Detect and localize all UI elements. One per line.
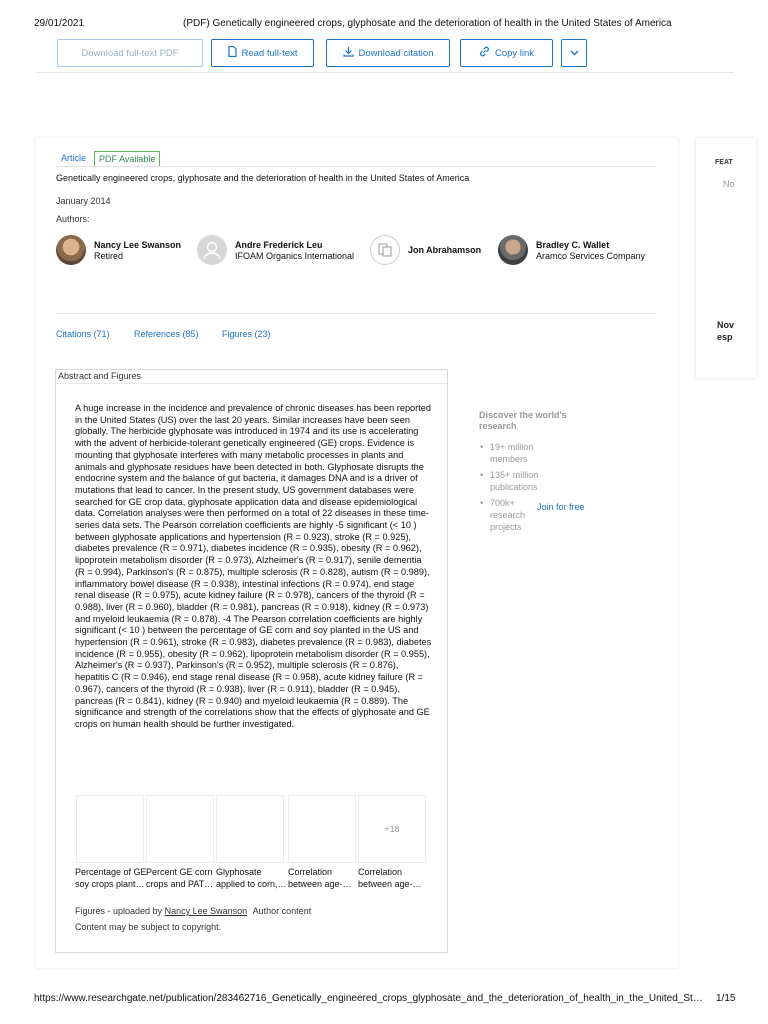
right-panel-nov: Nov xyxy=(717,320,735,330)
right-panel-no: No xyxy=(723,179,735,189)
bullet-dot-icon: • xyxy=(480,442,484,452)
article-title: Genetically engineered crops, glyphosate and the deterioration of health in the United States of America xyxy=(56,173,470,183)
discover-heading: Discover the world's research xyxy=(479,410,567,431)
figure-caption[interactable]: Correlation between age-… xyxy=(288,867,352,889)
figure-thumbnail[interactable] xyxy=(146,795,214,863)
figure-caption[interactable]: Percent GE corn crops and PAT… xyxy=(146,867,214,889)
bullet-dot-icon: • xyxy=(480,470,484,480)
avatar xyxy=(498,235,528,265)
download-icon xyxy=(343,46,354,60)
copy-link-button[interactable] xyxy=(460,39,553,67)
print-page-title: (PDF) Genetically engineered crops, glyphosate and the deterioration of health in the United States of America xyxy=(183,18,672,29)
profile-placeholder-icon xyxy=(378,243,392,257)
stat-projects xyxy=(480,497,532,533)
right-panel-feat: FEAT xyxy=(715,159,733,166)
download-pdf-button[interactable] xyxy=(57,39,203,67)
link-icon xyxy=(479,46,490,60)
uploaded-prefix: Figures - uploaded by xyxy=(75,906,163,916)
avatar xyxy=(370,235,400,265)
author-affiliation: Retired xyxy=(94,250,124,261)
toolbar-divider xyxy=(36,72,734,73)
author-card[interactable] xyxy=(370,235,481,265)
author-name[interactable]: Andre Frederick Leu xyxy=(235,239,323,250)
figure-caption[interactable]: Percentage of GE soy crops plant… xyxy=(75,867,147,889)
pdf-available-tag[interactable]: PDF Available xyxy=(94,151,160,166)
article-type-tag[interactable]: Article xyxy=(61,153,87,163)
author-content-label: Author content xyxy=(252,906,312,916)
uploader-link[interactable]: Nancy Lee Swanson xyxy=(164,906,248,916)
figures-uploaded-label xyxy=(75,906,311,916)
tab-references[interactable]: References (85) xyxy=(134,329,199,339)
author-name[interactable]: Nancy Lee Swanson xyxy=(94,239,182,250)
author-name[interactable]: Jon Abrahamson xyxy=(408,245,482,255)
right-panel-esp: esp xyxy=(717,332,733,342)
read-fulltext-button[interactable] xyxy=(211,39,314,67)
figure-thumbnail[interactable] xyxy=(288,795,356,863)
figure-thumbnail[interactable] xyxy=(216,795,284,863)
tag-divider xyxy=(56,166,656,167)
copy-link-label: Copy link xyxy=(494,47,535,59)
abstract-title: Abstract and Figures xyxy=(58,371,142,381)
avatar xyxy=(56,235,86,265)
abstract-title-divider xyxy=(56,383,447,384)
user-placeholder-icon xyxy=(201,239,223,261)
authors-label: Authors: xyxy=(56,214,90,224)
figure-caption[interactable]: Glyphosate applied to corn,… xyxy=(216,867,287,889)
copyright-note: Content may be subject to copyright. xyxy=(75,922,222,932)
download-citation-label: Download citation xyxy=(358,47,434,59)
print-url: https://www.researchgate.net/publication/283462716_Genetically_engineered_crops_glyphosate_and_the_deterioration_of_health_in_the_United_St… xyxy=(34,993,703,1004)
read-fulltext-label: Read full-text xyxy=(241,47,298,59)
stat-projects-text: 700k+ research projects xyxy=(490,498,526,532)
author-affiliation: IFOAM Organics International xyxy=(235,250,355,261)
author-name[interactable]: Bradley C. Wallet xyxy=(536,239,610,250)
print-page-number: 1/15 xyxy=(716,993,736,1004)
stat-members xyxy=(480,441,540,465)
abstract-text: A huge increase in the incidence and prevalence of chronic diseases has been reported in the United States (US) over the last 20 years. Similar increases have been seen globally. The herbicide glyphosate was introduced in 1974 and its use is accelerating with the advent of herbicide-tolerant genetically engineered (GE) crops. Evidence is mounting that glyphosate interferes with many metabolic processes in plants and animals and glyphosate residues have been detected in both. Glyphosate disrupts the endocrine system and the balance of gut bacteria, it damages DNA and is a driver of mutations that lead to cancer. In the present study, US government databases were searched for GE crop data, glyphosate application data and disease epidemiological data. Correlation analyses were then performed on a total of 22 diseases in these time-series data sets. The Pearson correlation coefficients are highly -5 significant (< 10 ) between glyphosate applications and hypertension (R = 0.923), stroke (R = 0.925), diabetes prevalence (R = 0.971), diabetes incidence (R = 0.935), obesity (R = 0.962), lipoprotein metabolism disorder (R = 0.973), Alzheimer's (R = 0.917), senile dementia (R = 0.994), Parkinson's (R = 0.875), multiple sclerosis (R = 0.828), autism (R = 0.989), inflammatory bowel disease (R = 0.938), intestinal infections (R = 0.974), end stage renal disease (R = 0.975), acute kidney failure (R = 0.978), cancers of the thyroid (R = 0.988), liver (R = 0.960), bladder (R = 0.981), pancreas (R = 0.918), kidney (R = 0.973) and myeloid leukaemia (R = 0.878). -4 The Pearson correlation coefficients are highly significant (< 10 ) between the percentage of GE corn and soy planted in the US and hypertension (R = 0.961), stroke (R = 0.983), diabetes prevalence (R = 0.983), diabetes incidence (R = 0.955), obesity (R = 0.962), lipoprotein metabolism disorder (R = 0.955), Alzheimer's (R = 0.937), Parkinson's (R = 0.952), multiple sclerosis (R = 0.876), hepatitis C (R = 0.946), end stage renal disease (R = 0.958), acute kidney failure (R = 0.967), cancers of the thyroid (R = 0.938), liver (R = 0.911), bladder (R = 0.945), pancreas (R = 0.841), kidney (R = 0.940) and myeloid leukaemia (R = 0.889). The significance and strength of the correlations show that the effects of glyphosate and GE crops on human health should be further investigated. xyxy=(75,403,432,729)
figure-thumbnail[interactable] xyxy=(76,795,144,863)
download-pdf-label: Download full-text PDF xyxy=(81,47,179,59)
stat-publications xyxy=(480,469,540,493)
stat-publications-text: 135+ million publications xyxy=(490,470,539,492)
stat-members-text: 19+ million members xyxy=(490,442,534,464)
figure-caption[interactable]: Correlation between age-… xyxy=(358,867,422,889)
section-divider xyxy=(56,313,656,314)
author-card[interactable] xyxy=(197,235,354,265)
right-panel xyxy=(696,138,756,378)
tab-citations[interactable]: Citations (71) xyxy=(56,329,110,339)
publication-date: January 2014 xyxy=(56,196,111,206)
chevron-down-icon xyxy=(570,48,579,59)
more-options-button[interactable] xyxy=(561,39,587,67)
more-figures-thumbnail[interactable] xyxy=(358,795,426,863)
author-card[interactable] xyxy=(498,235,645,265)
author-card[interactable] xyxy=(56,235,181,265)
document-icon xyxy=(228,46,237,60)
author-affiliation: Aramco Services Company xyxy=(536,250,646,261)
join-for-free-button[interactable]: Join for free xyxy=(537,502,585,512)
download-citation-button[interactable] xyxy=(326,39,450,67)
bullet-dot-icon: • xyxy=(480,498,484,508)
print-date: 29/01/2021 xyxy=(34,18,85,29)
more-figures-count: +18 xyxy=(384,824,400,834)
tab-figures[interactable]: Figures (23) xyxy=(222,329,271,339)
avatar xyxy=(197,235,227,265)
